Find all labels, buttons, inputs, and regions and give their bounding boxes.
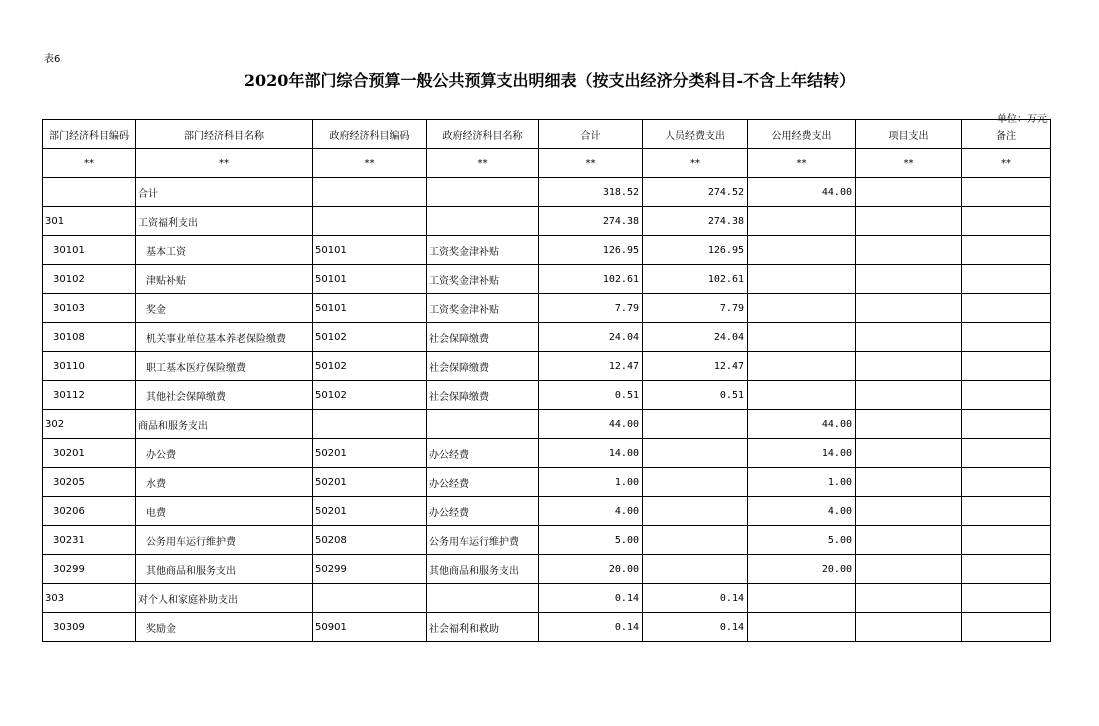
cell-note	[962, 207, 1051, 236]
cell-personnel: 12.47	[643, 352, 748, 381]
cell-gov-name: 社会保障缴费	[427, 381, 539, 410]
star-cell: **	[856, 149, 962, 178]
cell-project	[856, 265, 962, 294]
cell-personnel	[643, 410, 748, 439]
cell-dept-code: 30112	[43, 381, 136, 410]
cell-gov-name: 工资奖金津补贴	[427, 236, 539, 265]
cell-dept-code: 30201	[43, 439, 136, 468]
header-dept-name: 部门经济科目名称	[136, 120, 313, 149]
star-cell: **	[748, 149, 856, 178]
cell-gov-code: 50208	[313, 526, 427, 555]
cell-gov-name	[427, 584, 539, 613]
star-cell: **	[136, 149, 313, 178]
header-public: 公用经费支出	[748, 120, 856, 149]
cell-dept-code: 301	[43, 207, 136, 236]
cell-note	[962, 584, 1051, 613]
cell-dept-name: 电费	[136, 497, 313, 526]
table-row	[43, 236, 1051, 265]
cell-gov-name: 办公经费	[427, 439, 539, 468]
cell-note	[962, 323, 1051, 352]
cell-dept-code: 30205	[43, 468, 136, 497]
cell-dept-code: 30101	[43, 236, 136, 265]
cell-note	[962, 381, 1051, 410]
cell-project	[856, 526, 962, 555]
cell-dept-code: 30102	[43, 265, 136, 294]
cell-public: 14.00	[748, 439, 856, 468]
cell-project	[856, 294, 962, 323]
cell-gov-code: 50101	[313, 265, 427, 294]
cell-gov-code	[313, 584, 427, 613]
cell-project	[856, 323, 962, 352]
cell-gov-code: 50102	[313, 381, 427, 410]
budget-table	[42, 119, 1051, 642]
cell-total: 20.00	[539, 555, 643, 584]
cell-total: 4.00	[539, 497, 643, 526]
table-row	[43, 265, 1051, 294]
cell-total: 24.04	[539, 323, 643, 352]
cell-note	[962, 294, 1051, 323]
cell-public	[748, 381, 856, 410]
cell-gov-name: 社会福利和救助	[427, 613, 539, 642]
cell-personnel	[643, 526, 748, 555]
cell-total: 0.14	[539, 584, 643, 613]
table-body	[43, 178, 1051, 642]
table-row	[43, 178, 1051, 207]
table-row	[43, 352, 1051, 381]
cell-project	[856, 178, 962, 207]
cell-gov-name: 工资奖金津补贴	[427, 265, 539, 294]
cell-personnel	[643, 439, 748, 468]
cell-project	[856, 381, 962, 410]
header-personnel: 人员经费支出	[643, 120, 748, 149]
cell-gov-name: 办公经费	[427, 468, 539, 497]
cell-dept-code: 303	[43, 584, 136, 613]
cell-gov-code: 50101	[313, 236, 427, 265]
cell-dept-name: 奖励金	[136, 613, 313, 642]
cell-personnel: 24.04	[643, 323, 748, 352]
cell-project	[856, 410, 962, 439]
cell-gov-name	[427, 178, 539, 207]
cell-public	[748, 323, 856, 352]
cell-dept-name: 合计	[136, 178, 313, 207]
cell-note	[962, 555, 1051, 584]
page-title: 2020年部门综合预算一般公共预算支出明细表（按支出经济分类科目-不含上年结转）	[243, 71, 856, 90]
cell-personnel: 0.14	[643, 584, 748, 613]
table-row	[43, 439, 1051, 468]
cell-gov-name: 社会保障缴费	[427, 323, 539, 352]
cell-project	[856, 613, 962, 642]
cell-note	[962, 178, 1051, 207]
cell-public: 4.00	[748, 497, 856, 526]
cell-note	[962, 468, 1051, 497]
cell-dept-name: 水费	[136, 468, 313, 497]
cell-dept-code: 30110	[43, 352, 136, 381]
cell-total: 102.61	[539, 265, 643, 294]
cell-public: 1.00	[748, 468, 856, 497]
cell-public: 5.00	[748, 526, 856, 555]
cell-note	[962, 497, 1051, 526]
cell-public	[748, 352, 856, 381]
cell-personnel: 7.79	[643, 294, 748, 323]
cell-total: 12.47	[539, 352, 643, 381]
header-gov-code: 政府经济科目编码	[313, 120, 427, 149]
cell-gov-name	[427, 207, 539, 236]
star-row	[43, 149, 1051, 178]
star-cell: **	[43, 149, 136, 178]
cell-dept-code: 302	[43, 410, 136, 439]
cell-dept-name: 津贴补贴	[136, 265, 313, 294]
cell-total: 274.38	[539, 207, 643, 236]
cell-public	[748, 584, 856, 613]
cell-dept-name: 办公费	[136, 439, 313, 468]
cell-project	[856, 236, 962, 265]
cell-personnel	[643, 497, 748, 526]
cell-personnel: 274.52	[643, 178, 748, 207]
cell-public	[748, 265, 856, 294]
cell-gov-code: 50101	[313, 294, 427, 323]
cell-dept-code: 30299	[43, 555, 136, 584]
star-cell: **	[313, 149, 427, 178]
header-note: 备注	[962, 120, 1051, 149]
header-gov-name: 政府经济科目名称	[427, 120, 539, 149]
table-number: 表6	[44, 54, 61, 65]
star-cell: **	[962, 149, 1051, 178]
cell-total: 126.95	[539, 236, 643, 265]
cell-dept-code: 30103	[43, 294, 136, 323]
cell-dept-name: 基本工资	[136, 236, 313, 265]
cell-gov-code	[313, 410, 427, 439]
cell-public: 44.00	[748, 410, 856, 439]
cell-gov-code: 50201	[313, 468, 427, 497]
cell-dept-name: 其他社会保障缴费	[136, 381, 313, 410]
cell-total: 1.00	[539, 468, 643, 497]
cell-project	[856, 207, 962, 236]
cell-dept-name: 工资福利支出	[136, 207, 313, 236]
cell-note	[962, 439, 1051, 468]
header-total: 合计	[539, 120, 643, 149]
cell-dept-name: 公务用车运行维护费	[136, 526, 313, 555]
cell-personnel	[643, 555, 748, 584]
cell-personnel: 0.51	[643, 381, 748, 410]
cell-gov-code: 50901	[313, 613, 427, 642]
table-row	[43, 323, 1051, 352]
cell-project	[856, 468, 962, 497]
header-dept-code: 部门经济科目编码	[43, 120, 136, 149]
table-row	[43, 584, 1051, 613]
table-row	[43, 410, 1051, 439]
cell-project	[856, 352, 962, 381]
cell-gov-code: 50201	[313, 497, 427, 526]
cell-dept-name: 机关事业单位基本养老保险缴费	[136, 323, 313, 352]
table-row	[43, 555, 1051, 584]
cell-total: 0.14	[539, 613, 643, 642]
cell-dept-code: 30309	[43, 613, 136, 642]
cell-note	[962, 613, 1051, 642]
cell-personnel	[643, 468, 748, 497]
cell-total: 5.00	[539, 526, 643, 555]
cell-gov-code	[313, 207, 427, 236]
table-row	[43, 468, 1051, 497]
cell-project	[856, 584, 962, 613]
cell-project	[856, 555, 962, 584]
cell-gov-name: 公务用车运行维护费	[427, 526, 539, 555]
cell-public	[748, 294, 856, 323]
cell-dept-name: 职工基本医疗保险缴费	[136, 352, 313, 381]
cell-public: 20.00	[748, 555, 856, 584]
unit-label: 单位：万元	[997, 114, 1047, 125]
cell-dept-code: 30231	[43, 526, 136, 555]
cell-personnel: 274.38	[643, 207, 748, 236]
cell-gov-code: 50102	[313, 352, 427, 381]
cell-personnel: 126.95	[643, 236, 748, 265]
cell-dept-code	[43, 178, 136, 207]
cell-note	[962, 526, 1051, 555]
cell-public	[748, 236, 856, 265]
cell-gov-name: 工资奖金津补贴	[427, 294, 539, 323]
cell-total: 318.52	[539, 178, 643, 207]
cell-public	[748, 613, 856, 642]
cell-gov-name	[427, 410, 539, 439]
table-row	[43, 497, 1051, 526]
cell-total: 7.79	[539, 294, 643, 323]
cell-public: 44.00	[748, 178, 856, 207]
cell-gov-code	[313, 178, 427, 207]
cell-total: 44.00	[539, 410, 643, 439]
cell-personnel: 102.61	[643, 265, 748, 294]
cell-gov-name: 其他商品和服务支出	[427, 555, 539, 584]
table-row	[43, 294, 1051, 323]
star-cell: **	[427, 149, 539, 178]
cell-public	[748, 207, 856, 236]
cell-dept-name: 其他商品和服务支出	[136, 555, 313, 584]
cell-note	[962, 236, 1051, 265]
cell-gov-name: 办公经费	[427, 497, 539, 526]
cell-dept-name: 商品和服务支出	[136, 410, 313, 439]
table-row	[43, 381, 1051, 410]
cell-project	[856, 439, 962, 468]
cell-personnel: 0.14	[643, 613, 748, 642]
cell-gov-code: 50299	[313, 555, 427, 584]
cell-total: 14.00	[539, 439, 643, 468]
table-row	[43, 613, 1051, 642]
cell-dept-name: 奖金	[136, 294, 313, 323]
cell-gov-code: 50102	[313, 323, 427, 352]
cell-gov-name: 社会保障缴费	[427, 352, 539, 381]
header-project: 项目支出	[856, 120, 962, 149]
cell-project	[856, 497, 962, 526]
cell-gov-code: 50201	[313, 439, 427, 468]
cell-note	[962, 265, 1051, 294]
cell-note	[962, 352, 1051, 381]
star-cell: **	[539, 149, 643, 178]
cell-note	[962, 410, 1051, 439]
cell-total: 0.51	[539, 381, 643, 410]
header-row	[43, 120, 1051, 149]
table-row	[43, 207, 1051, 236]
cell-dept-code: 30206	[43, 497, 136, 526]
star-cell: **	[643, 149, 748, 178]
cell-dept-code: 30108	[43, 323, 136, 352]
table-row	[43, 526, 1051, 555]
cell-dept-name: 对个人和家庭补助支出	[136, 584, 313, 613]
